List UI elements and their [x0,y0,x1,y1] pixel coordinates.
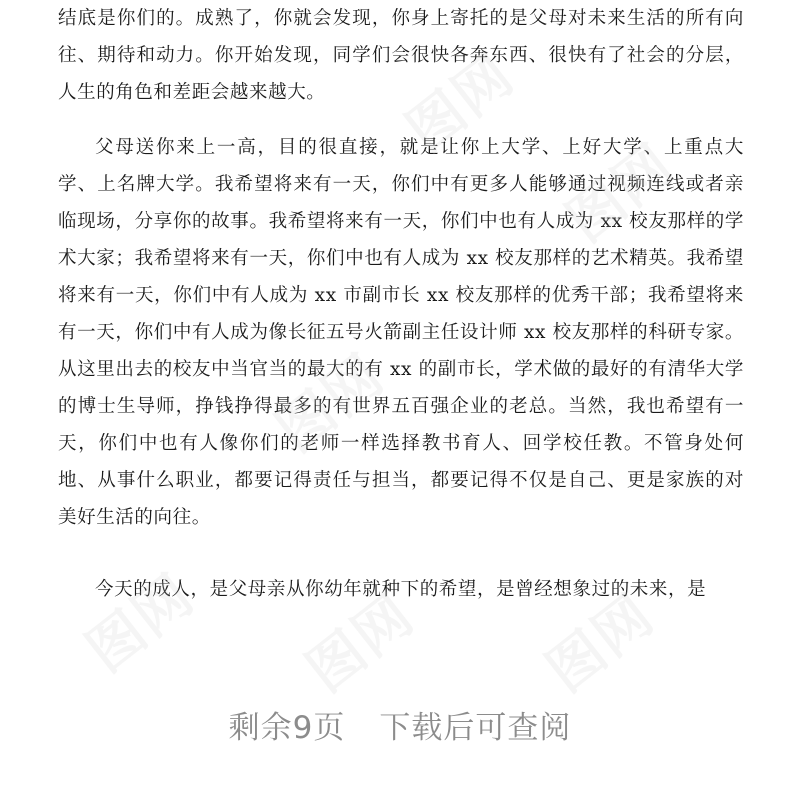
paragraph-1: 结底是你们的。成熟了，你就会发现，你身上寄托的是父母对未来生活的所有向往、期待和动力。你开始发现，同学们会很快各奔东西、很快有了社会的分层，人生的角色和差距会越来越大。 [58,8,744,103]
watermark-logo: 图网 [395,42,527,165]
watermark-logo: 图网 [555,132,687,255]
download-more-banner[interactable] [0,704,800,752]
watermark-logo: 图网 [295,582,427,705]
remaining-pages-label: 剩余9页 [228,710,346,746]
watermark-logo: 图网 [535,582,667,705]
watermark-logo: 图网 [75,562,207,685]
watermark-logo: 图网 [265,342,397,465]
download-to-view-label: 下载后可查阅 [379,710,572,746]
paragraph-2: 父母送你来上一高，目的很直接，就是让你上大学、上好大学、上重点大学、上名牌大学。我希望将来有一天，你们中有更多人能够通过视频连线或者亲临现场，分享你的故事。我希望将来有一天，你们中也有人成为 xx 校友那样的学术大家；我希望将来有一天，你们中也有人成为 xx 校友那样的艺术精英。我希望将来有一天，你们中有人成为 xx 市副市长 xx 校友那样的优秀干部；我希望将来有一天，你们中有人成为像长征五号火箭副主任设计师 xx 校友那样的科研专家。从这里出去的校友中当官当的最大的有 xx 的副市长，学术做的最好的有清华大学的博士生导师，挣钱挣得最多的有世界五百强企业的老总。当然，我也希望有一天，你们中也有人像你们的老师一样选择教书育人、回学校任教。不管身处何地、从事什么职业，都要记得责任与担当，都要记得不仅是自己、更是家族的对美好生活的向往。 [58,137,744,528]
paragraph-3: 今天的成人，是父母亲从你幼年就种下的希望，是曾经想象过的未来，是 [95,579,707,600]
